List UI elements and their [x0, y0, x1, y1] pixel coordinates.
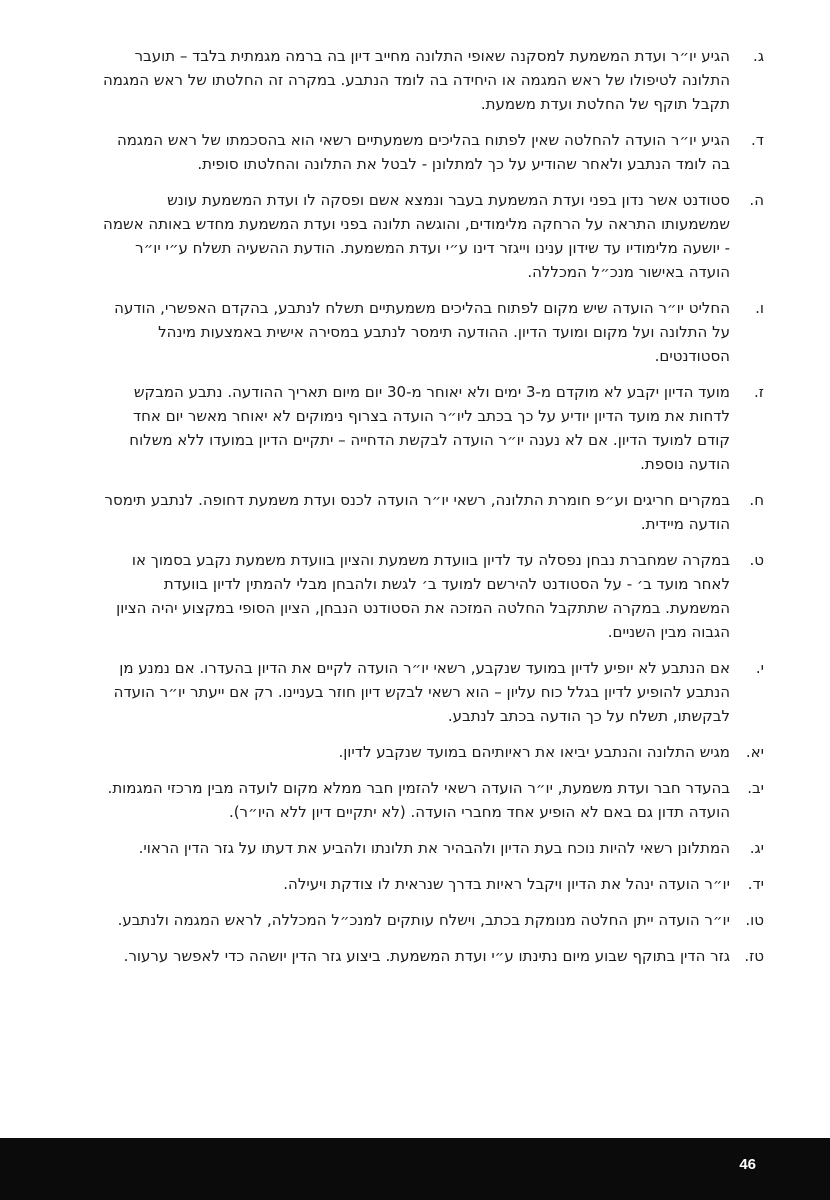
clause-marker: טז. [744, 947, 764, 965]
clause-text: המתלונן רשאי להיות נוכח בעת הדיון ולהבהיר את תלונתו ולהביע את דעתו על גזר הדין הראוי. [138, 839, 730, 857]
clause-item [96, 44, 764, 116]
clause-item [96, 776, 764, 824]
clause-item [96, 944, 764, 968]
clause-marker: יא. [745, 743, 764, 761]
clause-marker: ו. [755, 299, 764, 317]
clause-marker: יג. [749, 839, 764, 857]
clause-marker: יב. [747, 779, 764, 797]
clause-marker: יד. [747, 875, 764, 893]
clause-text: בהעדר חבר ועדת משמעת, יו״ר הועדה רשאי להזמין חבר ממלא מקום לועדה מבין מרכזי המגמות. הועדה תדון גם באם לא הופיע אחד מחברי הועדה. (לא יתקיים דיון ללא היו״ר). [107, 779, 730, 821]
clause-text: במקרים חריגים וע״פ חומרת התלונה, רשאי יו״ר הועדה לכנס ועדת משמעת דחופה. לנתבע תימסר הודעה מיידית. [104, 491, 730, 533]
clause-item [96, 128, 764, 176]
clause-text: אם הנתבע לא יופיע לדיון במועד שנקבע, רשאי יו״ר הועדה לקיים את הדיון בהעדרו. אם נמנע מן הנתבע להופיע לדיון בגלל כוח עליון – הוא רשאי לבקש דיון חוזר בעניינו. רק אם ייעתר יו״ר הועדה לבקשתו, תשלח על כך הודעה בכתב לנתבע. [113, 659, 730, 725]
clause-item [96, 836, 764, 860]
page-number: 46 [739, 1156, 756, 1173]
footer-bar [0, 1138, 830, 1200]
clause-marker: ז. [754, 383, 764, 401]
clause-text: מגיש התלונה והנתבע יביאו את ראיותיהם במועד שנקבע לדיון. [338, 743, 730, 761]
clause-marker: טו. [745, 911, 764, 929]
clause-marker: ה. [749, 191, 764, 209]
clause-text: החליט יו״ר הועדה שיש מקום לפתוח בהליכים משמעתיים תשלח לנתבע, בהקדם האפשרי, הודעה על התלונה ועל מקום ומועד הדיון. ההודעה תימסר לנתבע במסירה אישית באמצעות מינהל הסטודנטים. [114, 299, 730, 365]
clause-marker: ט. [749, 551, 764, 569]
clause-text: במקרה שמחברת נבחן נפסלה עד לדיון בוועדת משמעת והציון בוועדת משמעת נקבע בסמוך או לאחר מועד ב׳ - על הסטודנט להירשם למועד ב׳ לגשת ולהבחן מבלי להמתין לדיון בוועדת המשמעת. במקרה שתתקבל החלטה המזכה את הסטודנט הנבחן, הציון הסופי במקצוע יהיה הציון הגבוה מבין השניים. [116, 551, 730, 641]
clause-item [96, 908, 764, 932]
clause-marker: ג. [753, 47, 764, 65]
clause-text: יו״ר הועדה ייתן החלטה מנומקת בכתב, וישלח עותקים למנכ״ל המכללה, לראש המגמה ולנתבע. [117, 911, 730, 929]
clause-text: מועד הדיון יקבע לא מוקדם מ-3 ימים ולא יאוחר מ-30 יום מיום תאריך ההודעה. נתבע המבקש לדחות את מועד הדיון יודיע על כך בכתב ליו״ר הועדה בצרוף נימוקים לא יאוחר מאשר יום אחד קודם למועד הדיון. אם לא נענה יו״ר הועדה לבקשת הדחייה – יתקיים הדיון במועדו ללא משלוח הודעה נוספת. [129, 383, 730, 473]
clause-marker: ד. [751, 131, 764, 149]
clause-item [96, 188, 764, 284]
clause-text: גזר הדין בתוקף שבוע מיום נתינתו ע״י ועדת המשמעת. ביצוע גזר הדין יושהה כדי לאפשר ערעור. [123, 947, 730, 965]
clause-list [96, 44, 764, 980]
clause-item [96, 296, 764, 368]
clause-marker: י. [755, 659, 764, 677]
clause-item [96, 656, 764, 728]
clause-item [96, 380, 764, 476]
clause-item [96, 548, 764, 644]
clause-item [96, 740, 764, 764]
clause-text: הגיע יו״ר ועדת המשמעת למסקנה שאופי התלונה מחייב דיון בה ברמה מגמתית בלבד – תועבר התלונה לטיפולו של ראש המגמה או היחידה בה לומד הנתבע. במקרה זה החלטתו של ראש המגמה תקבל תוקף של החלטת ועדת משמעת. [102, 47, 730, 113]
clause-item [96, 872, 764, 896]
clause-text: הגיע יו״ר הועדה להחלטה שאין לפתוח בהליכים משמעתיים רשאי הוא בהסכמתו של ראש המגמה בה לומד הנתבע ולאחר שהודיע על כך למתלונן - לבטל את התלונה והחלטתו סופית. [116, 131, 730, 173]
clause-text: סטודנט אשר נדון בפני ועדת המשמעת בעבר ונמצא אשם ופסקה לו ועדת המשמעת עונש שמשמעותו התראה על הרחקה מלימודים, והוגשה תלונה בפני ועדת המשמעת מחדש באותה אשמה - יושעה מלימודיו עד שידון ענינו וייגזר דינו ע״י ועדת המשמעת. הודעת ההשעיה תשלח ע״י יו״ר הועדה באישור מנכ״ל המכללה. [103, 191, 730, 281]
clause-text: יו״ר הועדה ינהל את הדיון ויקבל ראיות בדרך שנראית לו צודקת ויעילה. [283, 875, 730, 893]
clause-marker: ח. [749, 491, 764, 509]
clause-item [96, 488, 764, 536]
